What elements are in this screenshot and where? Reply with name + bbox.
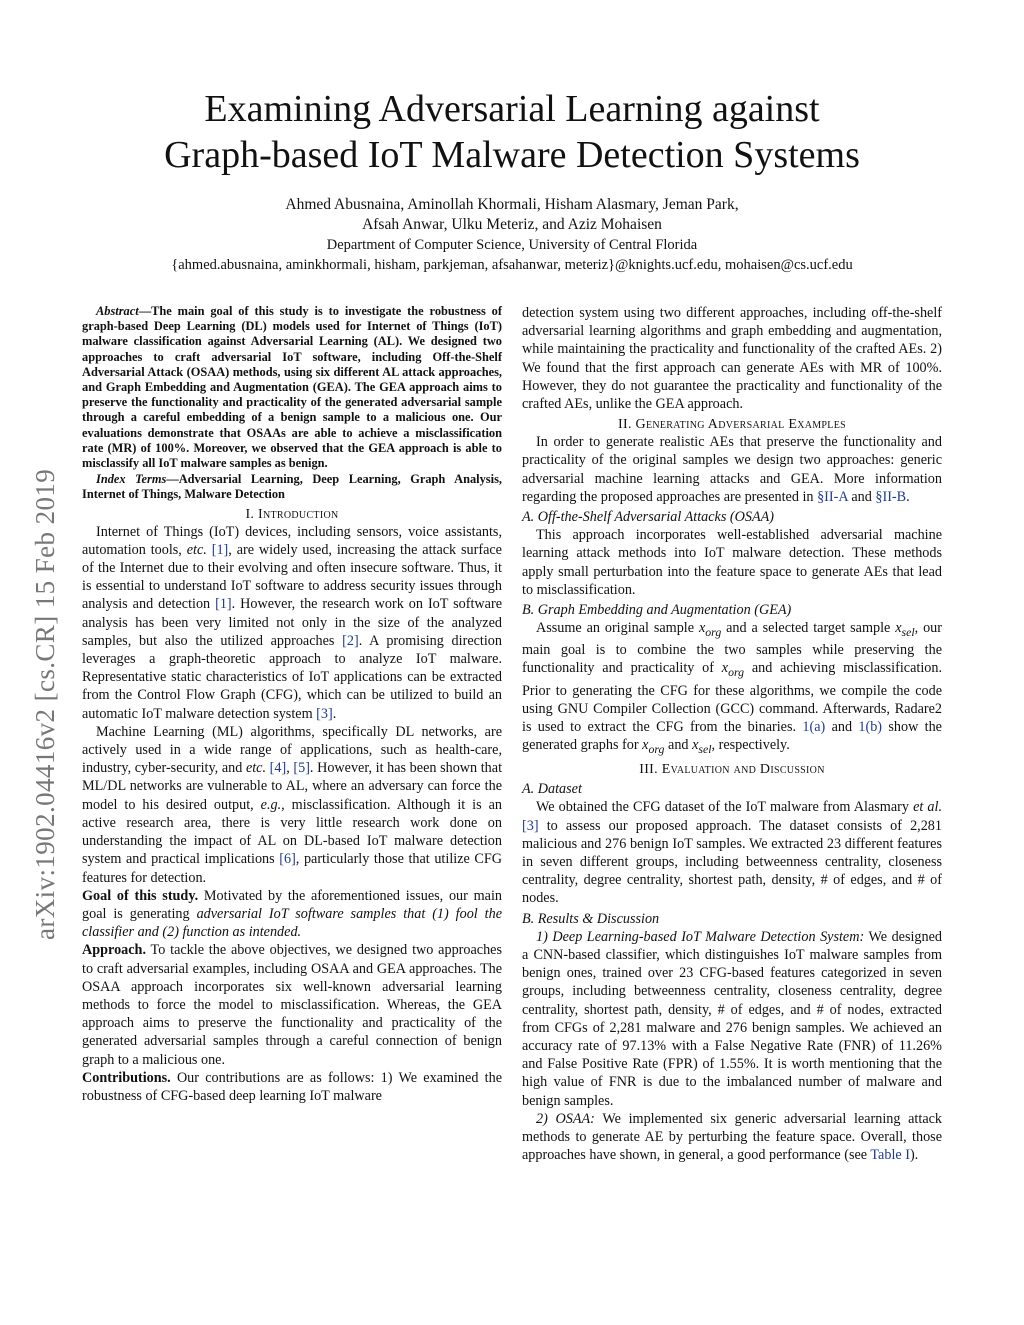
left-column xyxy=(82,304,502,1105)
subsection-heading-dataset: A. Dataset xyxy=(522,781,582,798)
figure-link[interactable]: 1(b) xyxy=(858,718,883,735)
dl-detection-label: 1) Deep Learning-based IoT Malware Detection System: xyxy=(536,928,865,945)
author-block xyxy=(60,195,964,275)
goal-paragraph: Goal of this study. Motivated by the aforementioned issues, our main goal is generating adversarial IoT software samples that (1) fool the classifier and (2) function as intended. xyxy=(82,887,503,941)
abstract-label: Abstract xyxy=(96,304,139,318)
title-line-1: Examining Adversarial Learning against xyxy=(204,88,820,130)
section-link[interactable]: §II-B xyxy=(875,488,907,505)
intro-paragraph-2: Machine Learning (ML) algorithms, specifically DL networks, are actively used in a wide range of applications, such as health-care, industry, cyber-security, and etc. [4], [5]. However, it has been shown that ML/DL networks are vulnerable to AL, where an adversary can force the model to his desired output, e.g., misclassification. Although it is an active research area, there is very little research work done on understanding the impact of AL on DL-based IoT malware detection system and practical implications [6], particularly those that utilize CFG features for detection. xyxy=(82,723,503,886)
citation-link[interactable]: [2] xyxy=(342,632,359,649)
citation-link[interactable]: [5] xyxy=(293,760,310,777)
abstract-text: —The main goal of this study is to investigate the robustness of graph-based Deep Learning (DL) models used for Internet of Things (IoT) malware classification against Adversarial Learning (AL). We designed two approaches to craft adversarial IoT software, including Off-the-Shelf Adversarial Attack (OSAA) methods, using six different AL attack approaches, and Graph Embedding and Augmentation (GEA). The GEA approach aims to preserve the functionality and practicality of the generated adversarial sample through a careful embedding of a benign sample to a malicious one. Our evaluations demonstrate that OSAAs are able to achieve a misclassification rate (MR) of 100%. Moreover, we observed that the GEA approach is able to misclassify all IoT malware samples as benign. xyxy=(82,304,502,471)
dataset-paragraph: We obtained the CFG dataset of the IoT malware from Alasmary et al. [3] to assess our proposed approach. The dataset consists of 2,281 malicious and 276 benign IoT samples. We extracted 23 different features in seven different groups, including betweenness centrality, closeness centrality, degree centrality, shortest path, density, # of edges, and # of nodes. xyxy=(522,799,942,907)
goal-label: Goal of this study. xyxy=(82,887,199,904)
title-line-2: Graph-based IoT Malware Detection Systems xyxy=(164,134,860,176)
abstract xyxy=(82,304,502,471)
citation-link[interactable]: [3] xyxy=(522,817,539,834)
approach-label: Approach. xyxy=(82,942,146,959)
citation-link[interactable]: [1] xyxy=(211,541,229,558)
paper-title xyxy=(60,86,964,178)
intro-paragraph-1: Internet of Things (IoT) devices, including sensors, voice assistants, automation tools, etc. [1], are widely used, increasing the attack surface of the Internet due to their evolving and often insecure software. Thus, it is essential to understand IoT software to address security issues through analysis and detection [1]. However, the research work on IoT software analysis has been very limited not only in the size of the analyzed samples, but also the utilized approaches [2]. A promising direction leverages a graph-theoretic approach to analyze IoT malware. Representative static characteristics of IoT applications can be extracted from the Control Flow Graph (CFG), which can be utilized to build an automatic IoT malware detection system [3]. xyxy=(82,523,502,722)
section-heading-generating-aes: II. Generating Adversarial Examples xyxy=(618,417,846,433)
dl-detection-paragraph: 1) Deep Learning-based IoT Malware Detection System: We designed a CNN-based classifier, which distinguishes IoT malware samples from benign ones, trained over 23 CFG-based features categorized in seven groups, including betweenness centrality, closeness centrality, degree centrality, shortest path, density, # of edges, and # of nodes, extracted from CFGs of 2,281 malware and 276 benign samples. We achieved an accuracy rate of 97.13% with a False Negative Rate (FNR) of 11.26% and False Positive Rate (FPR) of 1.55%. It is worth mentioning that the high value of FNR is due to the imbalanced number of malware and benign samples. xyxy=(522,928,942,1109)
index-terms-text: —Adversarial Learning, Deep Learning, Graph Analysis, Internet of Things, Malware Detection xyxy=(82,472,502,502)
contributions-continued: detection system using two different approaches, including off-the-shelf adversarial learning algorithms and graph embedding and augmentation, while maintaining the practicality and functionality of the crafted AEs. 2) We found that the first approach can generate AEs with MR of 100%. However, they do not guarantee the practicality and functionality of the crafted AEs, unlike the GEA approach. xyxy=(522,305,942,413)
figure-link[interactable]: 1(a) xyxy=(802,718,826,735)
citation-link[interactable]: [4] xyxy=(269,760,287,777)
contributions-label: Contributions. xyxy=(82,1069,171,1086)
math-x-sel: $x_{sel}$ xyxy=(692,737,712,756)
right-column xyxy=(522,304,942,1164)
citation-link[interactable]: [6] xyxy=(279,851,296,868)
subsection-heading-results: B. Results & Discussion xyxy=(522,910,660,927)
gea-paragraph: Assume an original sample $x_{org}$ and a selected target sample $x_{sel}$, our main goal is to combine the two samples while preserving the functionality and practicality of $x_{org}$ and achieving misclassification. Prior to generating the CFG for these algorithms, we compile the code using GNU Compiler Collection (GCC) command. Afterwards, Radare2 is used to extract the CFG from the binaries. 1(a) and 1(b) show the generated graphs for $x_{org}$ and $x_{sel}$, respectively. xyxy=(522,620,943,756)
osaa-results-label: 2) OSAA: xyxy=(536,1110,595,1127)
approach-paragraph: Approach. To tackle the above objectives, we designed two approaches to craft adversarial examples, including OSAA and GEA approaches. The OSAA approach incorporates six well-known adversarial learning methods to force the model to misclassification. Whereas, the GEA approach aims to preserve the functionality and practicality of the generated adversarial samples through a careful connection of benign graph to a malicious one. xyxy=(82,942,502,1068)
section-heading-evaluation: III. Evaluation and Discussion xyxy=(639,762,825,778)
authors-line-2: Afsah Anwar, Ulku Meteriz, and Aziz Mohaisen xyxy=(362,216,662,233)
citation-link[interactable]: [3] xyxy=(316,705,333,722)
osaa-paragraph: This approach incorporates well-established adversarial machine learning attack methods into IoT malware detection. These methods apply small perturbation into the feature space to generate AEs that lead to misclassification. xyxy=(522,527,942,598)
osaa-results-paragraph: 2) OSAA: We implemented six generic adversarial learning attack methods to generate AE by perturbing the feature space. Overall, those approaches have shown, in general, a good performance (see Table I). xyxy=(522,1110,943,1164)
section-heading-introduction: I. Introduction xyxy=(245,506,339,522)
index-terms-label: Index Terms xyxy=(96,472,167,487)
subsection-heading-gea: B. Graph Embedding and Augmentation (GEA) xyxy=(522,602,792,619)
subsection-heading-osaa: A. Off-the-Shelf Adversarial Attacks (OSAA) xyxy=(522,509,775,526)
math-x-org: $x_{org}$ xyxy=(698,620,722,640)
affiliation: Department of Computer Science, University of Central Florida xyxy=(326,237,698,253)
authors-line-1: Ahmed Abusnaina, Aminollah Khormali, Hisham Alasmary, Jeman Park, xyxy=(285,196,739,213)
table-link[interactable]: Table I xyxy=(870,1147,910,1164)
index-terms xyxy=(82,472,502,502)
arxiv-identifier: arXiv:1902.04416v2 [cs.CR] 15 Feb 2019 xyxy=(30,468,60,940)
contributions-paragraph: Contributions. Our contributions are as follows: 1) We examined the robustness of CFG-based deep learning IoT malware xyxy=(82,1069,502,1104)
math-x-org: $x_{org}$ xyxy=(721,660,745,680)
email-list: {ahmed.abusnaina, aminkhormali, hisham, parkjeman, afsahanwar, meteriz}@knights.ucf.edu, mohaisen@cs.ucf.edu xyxy=(171,257,853,273)
citation-link[interactable]: [1] xyxy=(215,596,232,613)
math-x-sel: $x_{sel}$ xyxy=(895,620,915,640)
section-link[interactable]: §II-A xyxy=(817,488,848,505)
math-x-org: $x_{org}$ xyxy=(642,737,665,756)
generating-paragraph: In order to generate realistic AEs that preserve the functionality and practicality of the original samples we design two approaches: generic adversarial machine learning attacks and GEA. More information regarding the proposed approaches are presented in §II-A and §II-B. xyxy=(522,434,942,505)
